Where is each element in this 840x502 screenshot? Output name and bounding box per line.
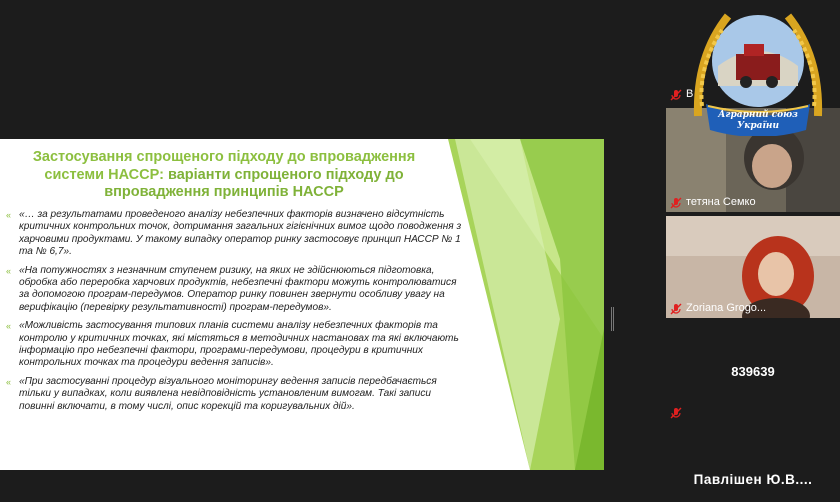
bullet-text: «При застосуванні процедур візуального моніторингу ведення записів передбачається тільки у випадках, коли виявлена невідповідність установленим вимогам. Такі записи повинні включати, в тому числі, опис корекцій та коригувальних дій». bbox=[19, 375, 437, 412]
mic-muted-icon bbox=[670, 197, 682, 209]
slide-title-line2-a: системи НАССР: bbox=[44, 166, 168, 183]
bullet-marker: « bbox=[6, 376, 12, 387]
participant-tile[interactable] bbox=[666, 426, 840, 502]
slide-bullet bbox=[6, 320, 466, 370]
splitter-handle[interactable] bbox=[611, 307, 614, 331]
bullet-text: «Можливість застосування типових планів системи аналізу небезпечних факторів та контролю у критичних точках, які містяться в методичних настановах та які включають інформацію про небезпечні фактори, програми-передумови, процедури в критичних контрольних точках та процедури ведення записів». bbox=[19, 320, 459, 369]
logo-text-line2: України bbox=[736, 121, 780, 131]
mic-muted-icon bbox=[670, 407, 682, 419]
mic-muted-icon bbox=[670, 303, 682, 315]
slide-bullet bbox=[6, 209, 466, 259]
participant-name: В bbox=[686, 88, 694, 100]
bullet-marker: « bbox=[6, 265, 12, 276]
slide-bullet-list bbox=[6, 209, 466, 419]
participant-tile[interactable] bbox=[666, 216, 840, 318]
slide-subtitle-line3: впровадження принципів НАССР bbox=[104, 184, 344, 200]
participant-name: 839639 bbox=[731, 364, 775, 379]
bullet-marker: « bbox=[6, 210, 12, 220]
bullet-marker: « bbox=[6, 321, 12, 332]
slide-subtitle-line2: варіанти спрощеного підходу до bbox=[167, 166, 404, 183]
slide-title bbox=[6, 149, 442, 202]
slide-bullet bbox=[6, 265, 466, 315]
agrarian-union-logo bbox=[688, 6, 828, 136]
slide-bullet bbox=[6, 376, 466, 413]
participant-name: Zoriana Grogo... bbox=[686, 302, 767, 314]
mic-muted-icon bbox=[670, 89, 682, 101]
participant-name: тетяна Семко bbox=[686, 196, 756, 208]
participant-name: Павлішен Ю.В.... bbox=[693, 472, 813, 487]
bullet-text: «На потужностях з незначним ступенем ризику, на яких не здійснюються підготовка, обробка або переробка харчових продуктів, небезпечні фактори можуть контролюватися за допомогою програм-передумов. Оператор ринку повинен звернути особливу увагу на верифікацію (перевірку результативності) програм-передумов». bbox=[19, 264, 457, 313]
participant-tile[interactable] bbox=[666, 322, 840, 422]
presentation-slide bbox=[0, 139, 604, 470]
bullet-text: «… за результатами проведеного аналізу небезпечних факторів визначено відсутність критичних контрольних точок, дотримання загальних гігієнічних вимог щодо поводження з харчовими продуктами. У такому випадку оператор ринку застосовує принцип НАССР № 1 та № 6,7». bbox=[19, 209, 462, 258]
slide-title-line2 bbox=[6, 167, 442, 185]
logo-text-line1: Аграрний союз bbox=[718, 110, 798, 120]
slide-title-line1: Застосування спрощеного підходу до впровадження bbox=[32, 149, 416, 165]
